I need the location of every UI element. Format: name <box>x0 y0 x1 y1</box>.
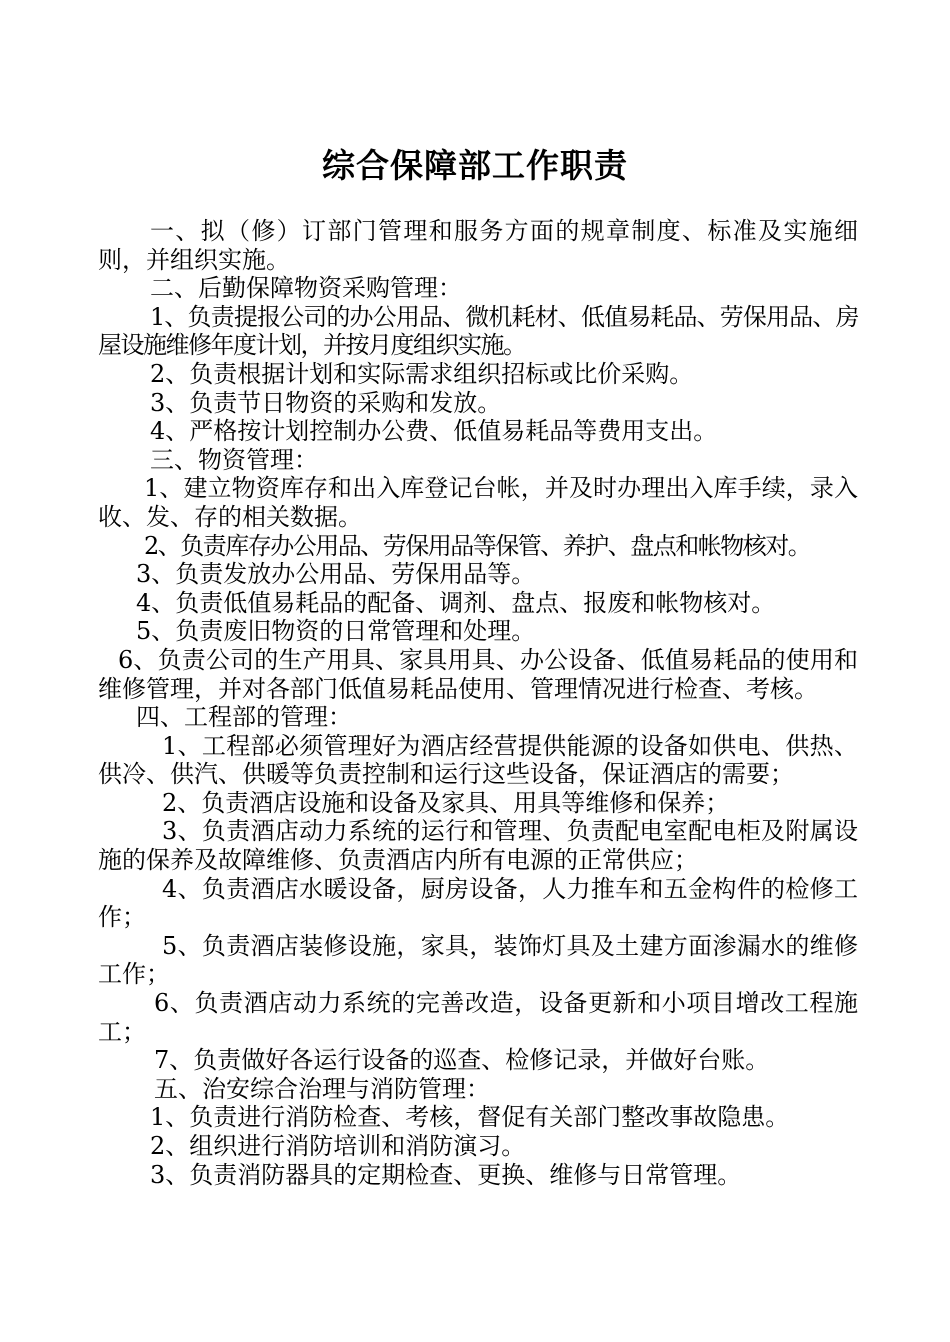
document-body <box>98 217 858 1189</box>
heading-section-3: 三、物资管理： <box>150 445 318 474</box>
heading-section-2: 二、后勤保障物资采购管理： <box>150 274 462 303</box>
paragraph-5-2: 2、组织进行消防培训和消防演习。 <box>150 1132 526 1160</box>
paragraph-4-3: 3、负责酒店动力系统的运行和管理、负责配电室配电柜及附属设施的保养及故障维修、负责酒店内所有电源的正常供应； <box>98 817 858 875</box>
paragraph-3-1: 1、建立物资库存和出入库登记台帐，并及时办理出入库手续，录入收、发、存的相关数据。 <box>98 474 858 531</box>
paragraph-2-2: 2、负责根据计划和实际需求组织招标或比价采购。 <box>150 359 694 388</box>
paragraph-3-2: 2、负责库存办公用品、劳保用品等保管、养护、盘点和帐物核对。 <box>144 531 811 560</box>
paragraph-3-3: 3、负责发放办公用品、劳保用品等。 <box>136 560 536 589</box>
paragraph-4-6: 6、负责酒店动力系统的完善改造，设备更新和小项目增改工程施工； <box>98 989 858 1046</box>
paragraph-4-2: 2、负责酒店设施和设备及家具、用具等维修和保养； <box>162 788 730 817</box>
paragraph-4-1: 1、工程部必须管理好为酒店经营提供能源的设备如供电、供热、供冷、供汽、供暖等负责控制和运行这些设备，保证酒店的需要； <box>98 731 858 789</box>
heading-section-5: 五、治安综合治理与消防管理： <box>154 1074 490 1103</box>
paragraph-2-3: 3、负责节日物资的采购和发放。 <box>150 388 502 417</box>
heading-section-4: 四、工程部的管理： <box>136 703 352 732</box>
paragraph-5-1: 1、负责进行消防检查、考核，督促有关部门整改事故隐患。 <box>150 1103 790 1132</box>
paragraph-3-6: 6、负责公司的生产用具、家具用具、办公设备、低值易耗品的使用和维修管理，并对各部门低值易耗品使用、管理情况进行检查、考核。 <box>98 645 858 703</box>
paragraph-4-4: 4、负责酒店水暖设备，厨房设备，人力推车和五金构件的检修工作； <box>98 874 858 932</box>
paragraph-4-7: 7、负责做好各运行设备的巡查、检修记录，并做好台账。 <box>154 1046 770 1075</box>
paragraph-section-1: 一、拟（修）订部门管理和服务方面的规章制度、标准及实施细则，并组织实施。 <box>98 217 858 274</box>
paragraph-2-4: 4、严格按计划控制办公费、低值易耗品等费用支出。 <box>150 417 718 446</box>
document-title: 综合保障部工作职责 <box>322 146 628 185</box>
paragraph-2-1: 1、负责提报公司的办公用品、微机耗材、低值易耗品、劳保用品、房屋设施维修年度计划，并按月度组织实施。 <box>98 302 858 360</box>
paragraph-3-4: 4、负责低值易耗品的配备、调剂、盘点、报废和帐物核对。 <box>136 588 776 617</box>
paragraph-4-5: 5、负责酒店装修设施，家具，装饰灯具及土建方面渗漏水的维修工作； <box>98 931 858 989</box>
paragraph-3-5: 5、负责废旧物资的日常管理和处理。 <box>136 617 536 646</box>
paragraph-5-3: 3、负责消防器具的定期检查、更换、维修与日常管理。 <box>150 1160 742 1189</box>
